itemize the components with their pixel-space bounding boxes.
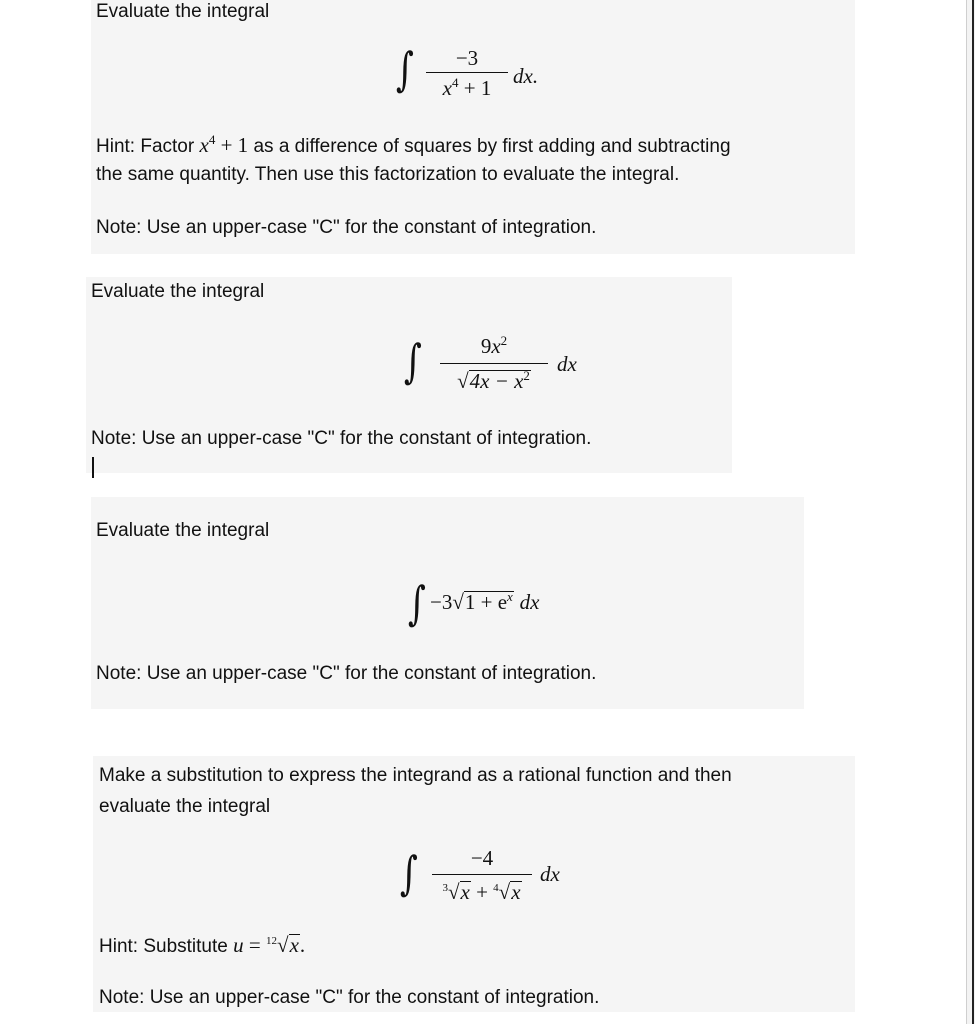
fraction-bar	[432, 874, 532, 875]
problem-1-note: Note: Use an upper-case "C" for the constant of integration.	[96, 217, 597, 238]
integral-sign-icon: ∫	[408, 576, 426, 630]
problem-4-denominator: $^3$√x + $^4$√x	[442, 880, 521, 904]
problem-2-differential: dx	[557, 352, 577, 376]
problem-2-numerator: $9x^2$	[480, 333, 508, 358]
problem-4-hint: Hint: Substitute u = $^{12}$√x.	[99, 933, 306, 957]
problem-4-prompt-line-2: evaluate the integral	[99, 796, 271, 817]
problem-2-prompt: Evaluate the integral	[91, 281, 265, 302]
problem-3-prompt: Evaluate the integral	[96, 520, 270, 541]
problem-1-fraction	[426, 46, 508, 108]
problem-4-note: Note: Use an upper-case "C" for the constant of integration.	[99, 987, 600, 1008]
problem-4-fraction	[432, 846, 532, 908]
integral-sign-icon: ∫	[404, 334, 422, 388]
problem-1-hint-line-2: the same quantity. Then use this factorization to evaluate the integral.	[96, 164, 680, 185]
text-cursor	[92, 457, 94, 478]
problem-1-denominator: $x^4 + 1$	[442, 75, 492, 100]
problem-3-integrand: $-3√1 + e^x$ dx	[430, 589, 540, 614]
problem-1-differential: dx.	[513, 64, 539, 88]
problem-3-note: Note: Use an upper-case "C" for the constant of integration.	[96, 663, 597, 684]
problem-4-numerator: −4	[470, 846, 494, 870]
problem-4-prompt-line-1: Make a substitution to express the integrand as a rational function and then	[99, 765, 732, 786]
problem-1-numerator: −3	[455, 46, 479, 70]
problem-2-fraction	[440, 334, 548, 396]
problem-4-differential: dx	[540, 862, 560, 886]
problem-2-note: Note: Use an upper-case "C" for the constant of integration.	[91, 428, 592, 449]
scrollbar[interactable]	[966, 0, 975, 1024]
problem-1-hint-line-1: Hint: Factor $x^4 + 1$ as a difference of squares by first adding and subtracting	[96, 132, 731, 157]
problem-2-denominator: $√4x - x^2$	[457, 368, 530, 393]
scrollbar-track[interactable]	[972, 0, 974, 1024]
integral-sign-icon: ∫	[396, 42, 414, 96]
problem-1-prompt: Evaluate the integral	[96, 1, 270, 22]
fraction-bar	[426, 72, 508, 73]
fraction-bar	[440, 363, 548, 364]
integral-sign-icon: ∫	[400, 846, 418, 900]
